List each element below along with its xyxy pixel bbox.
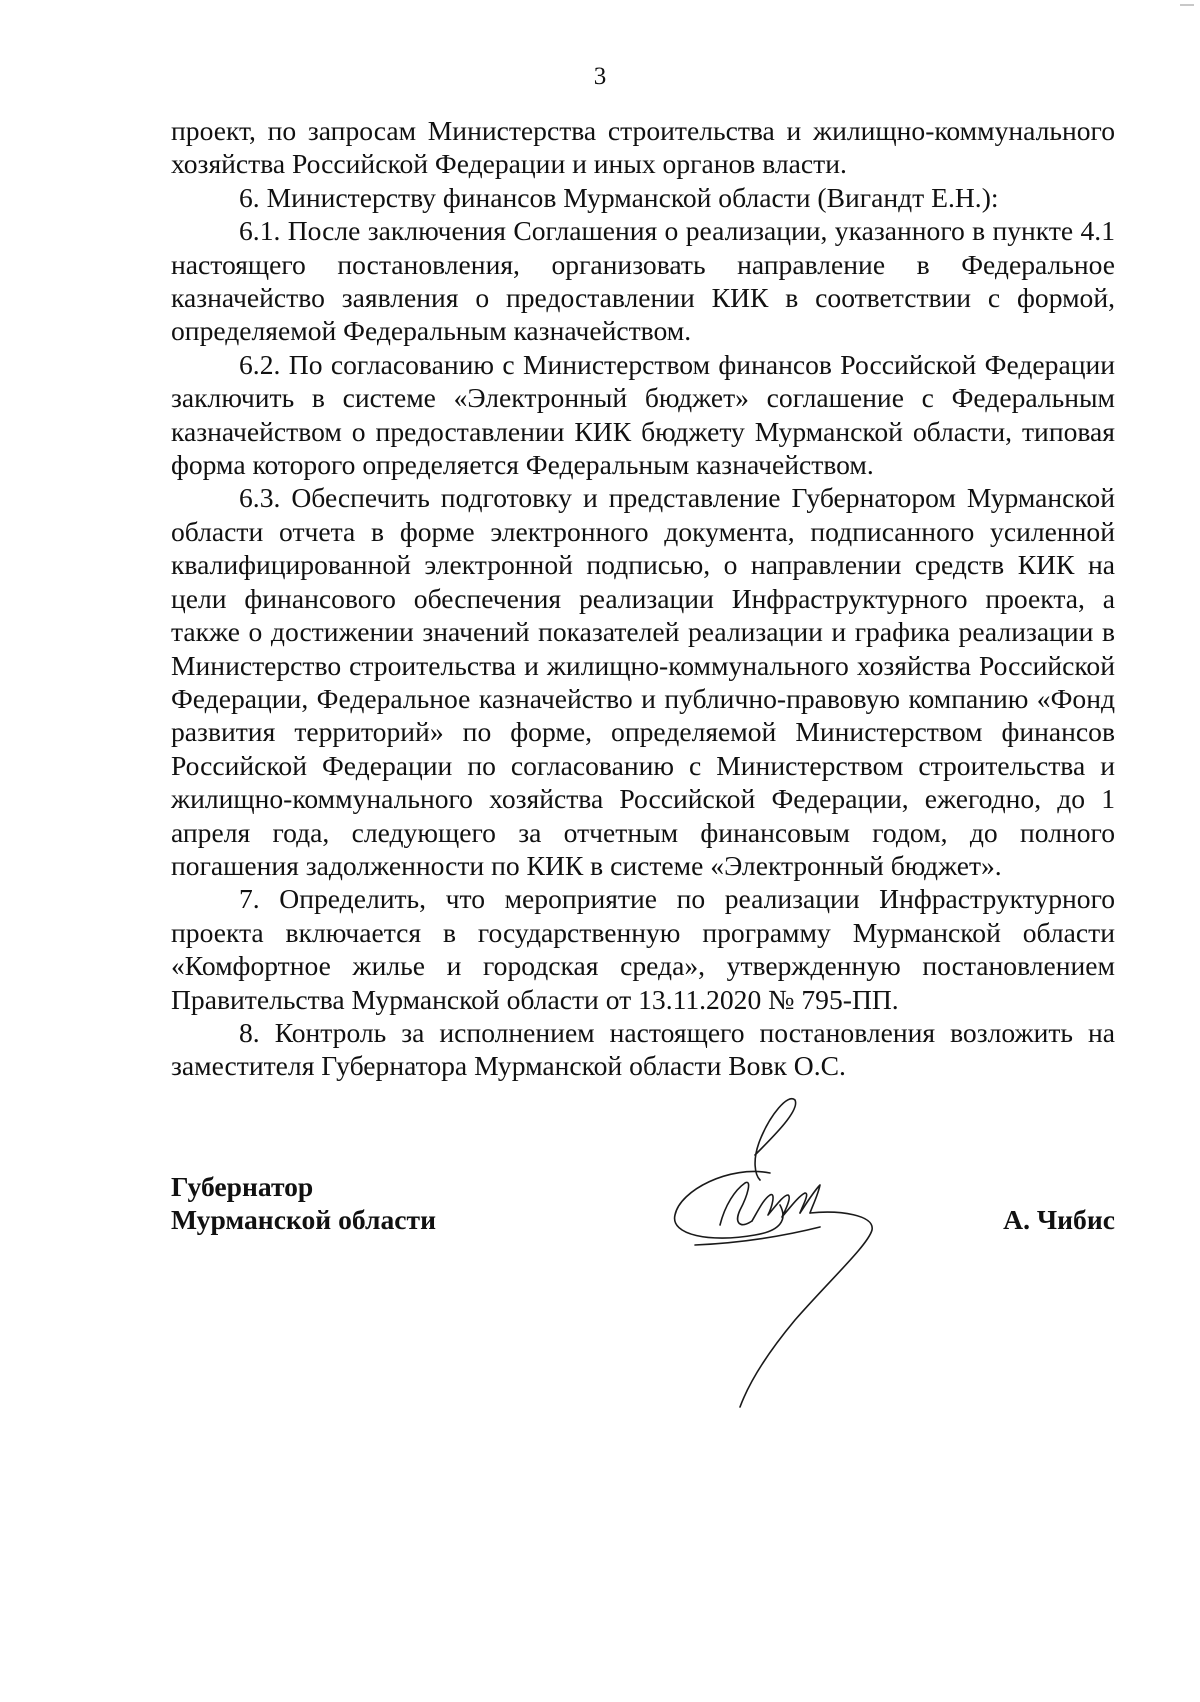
paragraph-item-6-1: 6.1. После заключения Соглашения о реализации, указанного в пункте 4.1 настоящего постановления, организовать направление в Федеральное казначейство заявления о предоставлении КИК в соответствии с формой, определяемой Федеральным казначейством. [171, 215, 1115, 347]
paragraph-item-8: 8. Контроль за исполнением настоящего постановления возложить на заместителя Губернатора Мурманской области Вовк О.С. [171, 1016, 1115, 1082]
paragraph-item-6-2: 6.2. По согласованию с Министерством финансов Российской Федерации заключить в системе «Электронный бюджет» соглашение с Федеральным казначейством о предоставлении КИК бюджету Мурманской области, типовая форма которого определяется Федеральным казначейством. [171, 348, 1115, 481]
paragraph-continuation: проект, по запросам Министерства строительства и жилищно-коммунального хозяйства Российской Федерации и иных органов власти. [171, 115, 1115, 180]
signatory-title [171, 1170, 436, 1237]
signatory-title-line1: Губернатор [171, 1171, 314, 1202]
paragraph-item-7: 7. Определить, что мероприятие по реализации Инфраструктурного проекта включается в государственную программу Мурманской области «Комфортное жилье и городская среда», утвержденную постановлением Правительства Мурманской области от 13.11.2020 № 795-ПП. [171, 883, 1115, 1015]
handwritten-signature-icon [660, 1095, 910, 1415]
scan-mark [1180, 4, 1194, 6]
document-body [171, 114, 1115, 1083]
paragraph-item-6-3: 6.3. Обеспечить подготовку и представление Губернатором Мурманской области отчета в форме электронного документа, подписанного усиленной квалифицированной электронной подписью, о направлении средств КИК на цели финансового обеспечения реализации Инфраструктурного проекта, а также о достижении значений показателей реализации и графика реализации в Министерство строительства и жилищно-коммунального хозяйства Российской Федерации, Федеральное казначейство и публично-правовую компанию «Фонд развития территорий» по форме, определяемой Министерством финансов Российской Федерации по согласованию с Министерством строительства и жилищно-коммунального хозяйства Российской Федерации, ежегодно, до 1 апреля года, следующего за отчетным финансовым годом, до полного погашения задолженности по КИК в системе «Электронный бюджет». [171, 482, 1115, 881]
signatory-name: А. Чибис [1003, 1204, 1115, 1235]
paragraph-item-6: 6. Министерству финансов Мурманской области (Вигандт Е.Н.): [239, 181, 999, 213]
page-number: 3 [593, 63, 607, 90]
signatory-title-line2: Мурманской области [171, 1204, 436, 1236]
